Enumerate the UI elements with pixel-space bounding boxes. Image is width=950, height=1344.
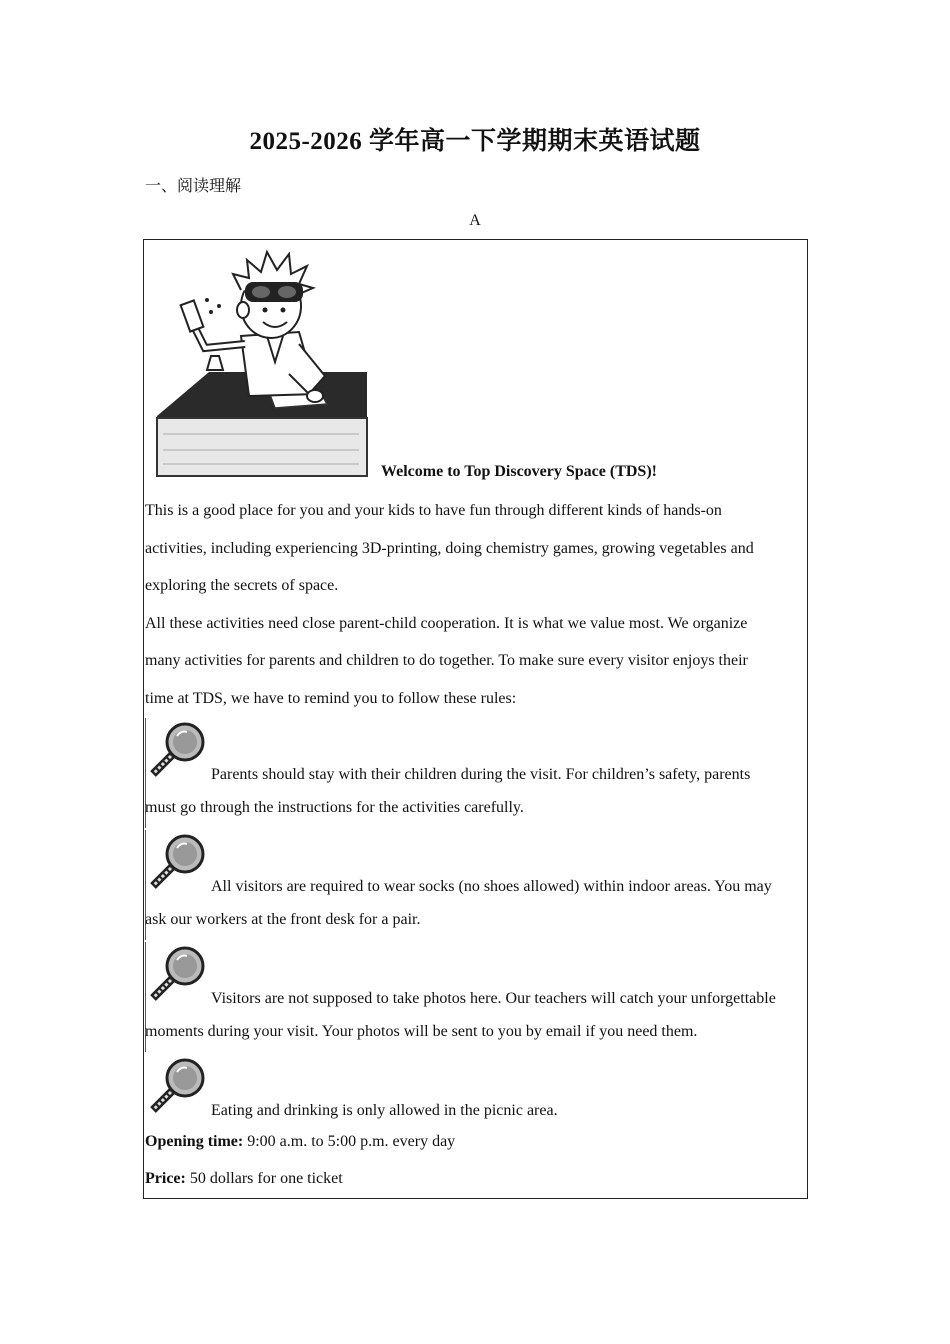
price-value: 50 dollars for one ticket: [185, 1170, 343, 1187]
intro-line: exploring the secrets of space.: [145, 577, 339, 594]
rule-item: [145, 1054, 809, 1126]
page-title: 2025-2026 学年高一下学期期末英语试题: [249, 128, 701, 155]
rule-text: must go through the instructions for the activities carefully.: [145, 799, 524, 816]
notice-welcome-heading: Welcome to Top Discovery Space (TDS)!: [381, 463, 657, 480]
price-label: Price:: [145, 1170, 186, 1187]
opening-time: [145, 1133, 455, 1151]
magnifying-glass-icon: [147, 1056, 209, 1114]
rule-text: ask our workers at the front desk for a pair.: [145, 911, 421, 928]
intro-line: activities, including experiencing 3D-printing, doing chemistry games, growing vegetables and: [145, 539, 754, 557]
notice-box: [143, 239, 808, 1199]
rule-text: Visitors are not supposed to take photos here. Our teachers will catch your unforgettable: [211, 990, 776, 1007]
magnifying-glass-icon: [147, 720, 209, 778]
rule-text: moments during your visit. Your photos will be sent to you by email if you need them.: [145, 1023, 698, 1040]
magnifying-glass-icon: [147, 944, 209, 1002]
rule-text: All visitors are required to wear socks (no shoes allowed) within indoor areas. You may: [211, 878, 772, 895]
rule-item: [145, 718, 809, 828]
intro-paragraph: [145, 492, 805, 717]
passage-label: A: [469, 212, 481, 229]
section-heading: 一、阅读理解: [145, 178, 242, 195]
scientist-kid-illustration: [149, 244, 373, 480]
magnifying-glass-icon: [147, 832, 209, 890]
rule-text: Eating and drinking is only allowed in the picnic area.: [211, 1102, 558, 1119]
intro-line: time at TDS, we have to remind you to follow these rules:: [145, 689, 517, 707]
price: [145, 1170, 343, 1188]
intro-line: All these activities need close parent-child cooperation. It is what we value most. We organize: [145, 614, 748, 632]
rule-text: Parents should stay with their children during the visit. For children’s safety, parents: [211, 766, 751, 783]
rule-item: [145, 942, 809, 1052]
intro-line: many activities for parents and children to do together. To make sure every visitor enjoys their: [145, 652, 748, 669]
rule-item: [145, 830, 809, 940]
opening-time-label: Opening time:: [145, 1133, 244, 1150]
opening-time-value: 9:00 a.m. to 5:00 p.m. every day: [243, 1133, 456, 1150]
intro-line: This is a good place for you and your kids to have fun through different kinds of hands-on: [145, 502, 722, 519]
